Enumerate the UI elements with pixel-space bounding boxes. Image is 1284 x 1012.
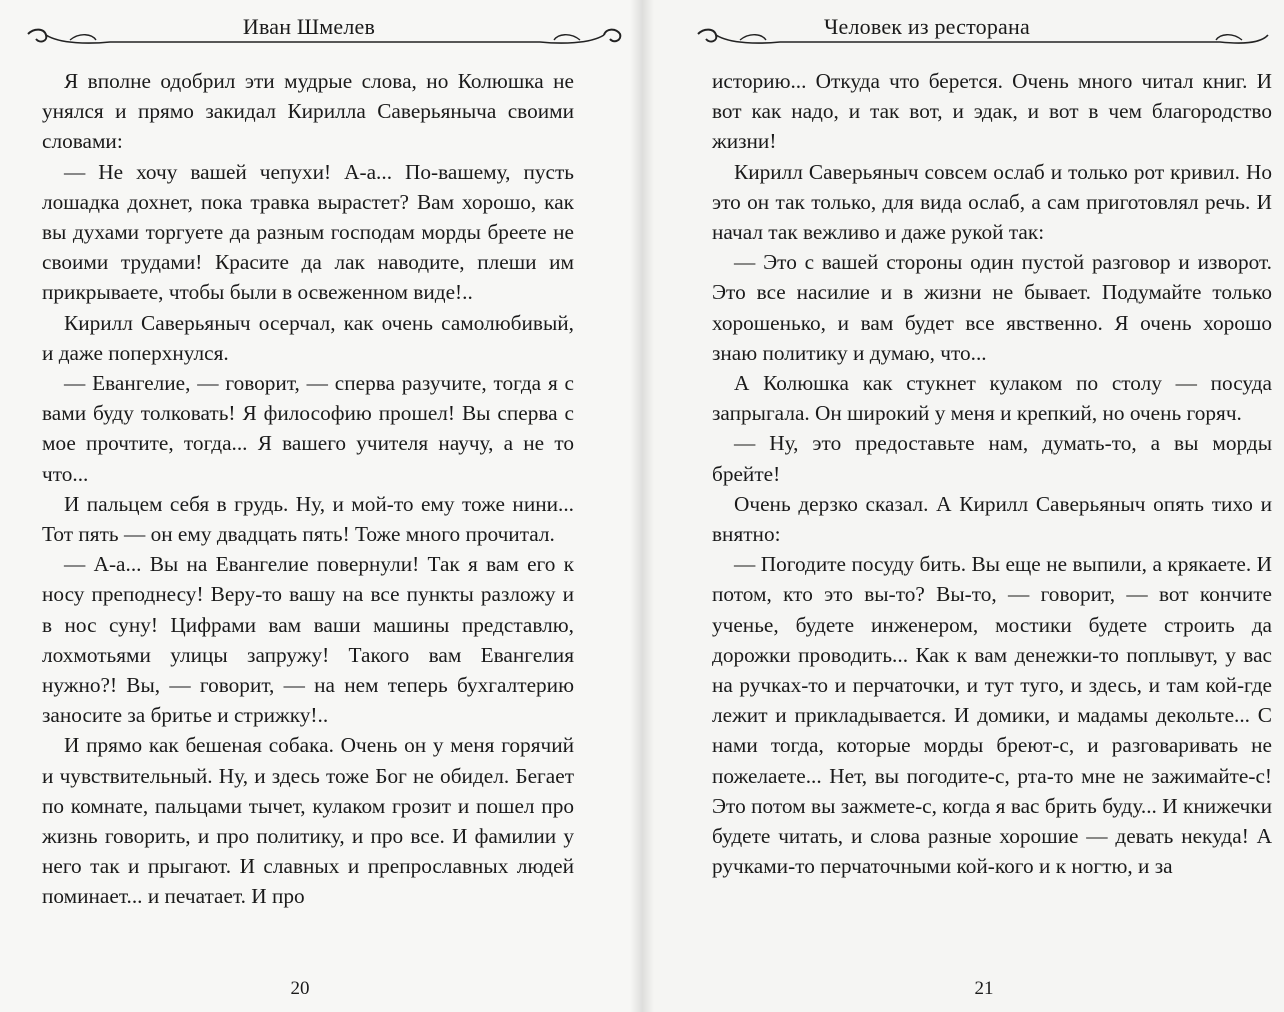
- right-body-text: [712, 66, 1272, 881]
- page-number: 21: [974, 978, 994, 999]
- book-gutter: [630, 0, 654, 1012]
- right-page: [642, 0, 1284, 1012]
- paragraph: И прямо как бешеная собака. Очень он у меня горячий и чувствительный. Ну, и здесь тоже Бог не обидел. Бегает по комнате, пальцами тычет, кулаком грозит и пошел про жизнь говорить, и про политику, и про все. И фамилии у него так и прыгают. И славных и препрославных людей поминает... и печатает. И про: [42, 733, 574, 909]
- paragraph: — Ну, это предоставьте нам, думать-то, а вы морды брейте!: [712, 431, 1272, 486]
- paragraph: А Колюшка как стукнет кулаком по столу — посуда запрыгала. Он широкий у меня и крепкий, но очень горяч.: [712, 371, 1272, 426]
- paragraph: — А-а... Вы на Евангелие повернули! Так я вам его к носу преподнесу! Веру-то вашу на все пункты разложу и в нос суну! Цифрами вам ваши машины представлю, лохмотьями улицы запружу! Такого вам Евангелия нужно?! Вы, — говорит, — на нем теперь бухгалтерию заносите за бритье и стрижку!..: [42, 552, 574, 728]
- paragraph: Я вполне одобрил эти мудрые слова, но Колюшка не унялся и прямо закидал Кирилла Саверьяныча своими словами:: [42, 69, 574, 154]
- paragraph: — Не хочу вашей чепухи! А-а... По-вашему, пусть лошадка дохнет, пока травка вырастет? Вам хорошо, как вы духами торгуете да разным господам морды бреете не своими трудами! Красите да лак наводите, плеши им прикрываете, чтобы были в освеженном виде!..: [42, 159, 574, 305]
- paragraph: — Погодите посуду бить. Вы еще не выпили, а крякаете. И потом, кто это вы-то? Вы-то, — говорит, — вот кончите ученье, будете инженером, мостики будете строить да дорожки проводить... Как к вам денежки-то поплывут, у вас на ручках-то и перчаточки, и тут туго, и здесь, и там кой-где лежит и прикладывается. И домики, и мадамы декольте... С нами тогда, которые морды бреют-с, и разговаривать не пожелаете... Нет, вы погодите-с, рта-то мне не зажимайте-с! Это потом вы зажмете-с, когда я вас брить буду... И книжечки будете читать, и слова разные хорошие — девать некуда! А ручками-то перчаточными кой-кого и к ногтю, и за: [712, 552, 1272, 879]
- running-header-right: [642, 4, 1284, 54]
- paragraph: Кирилл Саверьяныч совсем ослаб и только рот кривил. Но это он так только, для вида ослаб, а сам приготовлял речь. И начал так вежливо и даже рукой так:: [712, 159, 1272, 245]
- paragraph: — Это с вашей стороны один пустой разговор и изворот. Это все насилие и в жизни не бывает. Подумайте только хорошенько, и вам будет все явственно. Я очень хорошо знаю политику и думаю, что...: [712, 250, 1272, 365]
- running-header-left: [0, 4, 642, 54]
- paragraph: И пальцем себя в грудь. Ну, и мой-то ему тоже нини... Тот пять — он ему двадцать пять! Тоже много прочитал.: [42, 491, 574, 547]
- page-number: 20: [290, 978, 310, 999]
- paragraph: историю... Откуда что берется. Очень много читал книг. И вот как надо, и так вот, и эдак, и вот в чем благородство жизни!: [712, 69, 1272, 154]
- paragraph: — Евангелие, — говорит, — сперва разучите, тогда я с вами буду толковать! Я философию прошел! Вы сперва с мое прочтите, тогда... Я вашего учителя научу, а не то что...: [42, 371, 574, 486]
- paragraph: Очень дерзко сказал. А Кирилл Саверьяныч опять тихо и внятно:: [712, 491, 1272, 547]
- header-title: Иван Шмелев: [242, 14, 376, 39]
- header-title: Человек из ресторана: [824, 14, 1030, 39]
- left-body-text: [42, 66, 574, 912]
- paragraph: Кирилл Саверьяныч осерчал, как очень самолюбивый, и даже поперхнулся.: [42, 310, 574, 365]
